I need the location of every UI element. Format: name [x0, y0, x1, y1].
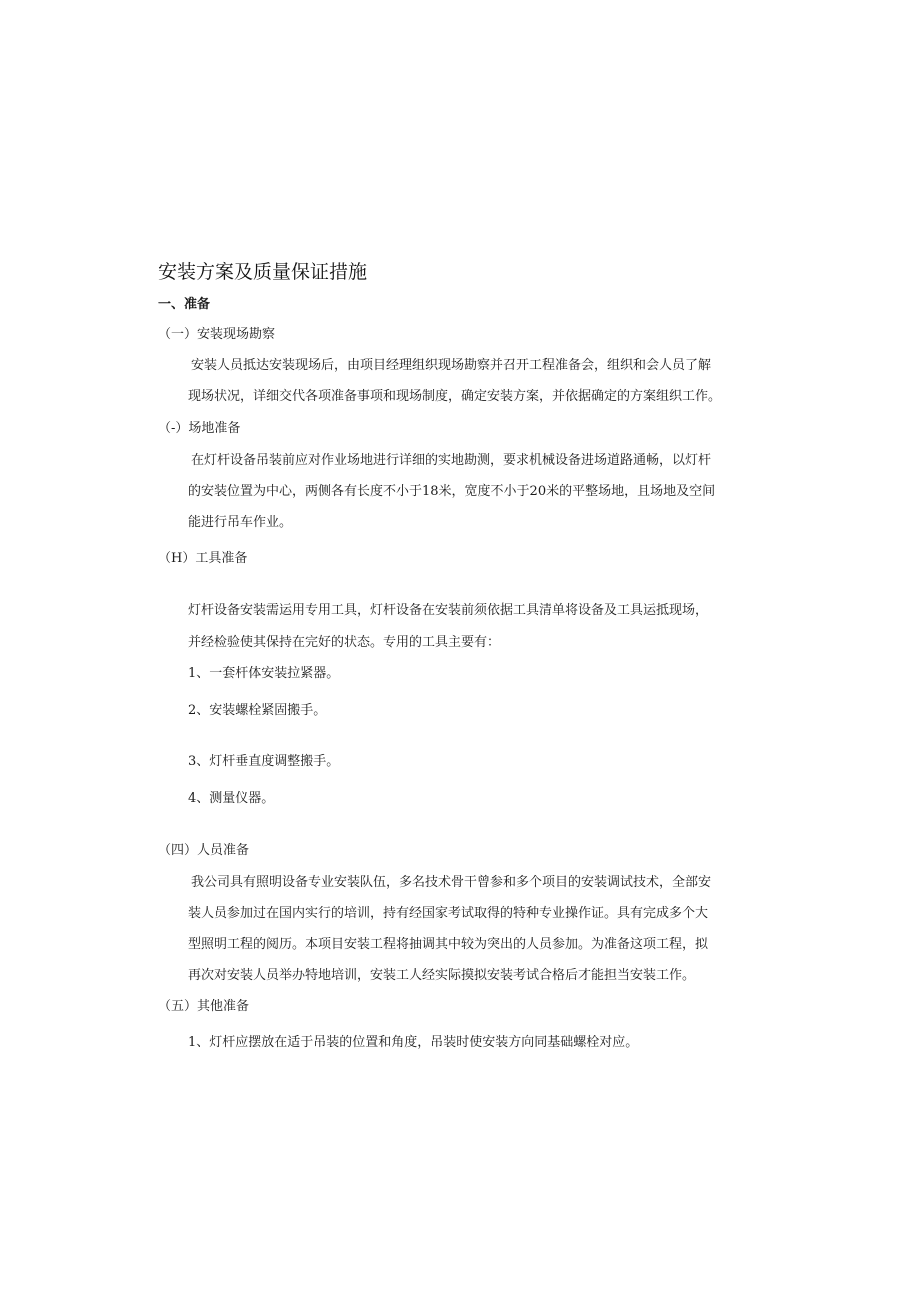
paragraph-line: 我公司具有照明设备专业安装队伍，多名技术骨干曾参和多个项目的安装调试技术，全部安: [191, 875, 712, 890]
list-item: 3、灯杆垂直度调整搬手。: [188, 754, 340, 769]
list-item: 1、灯杆应摆放在适于吊装的位置和角度，吊装时使安装方向同基础螺栓对应。: [188, 1035, 639, 1050]
subsection-heading-site-survey: （一）安装现场勘察: [158, 327, 276, 342]
paragraph-line: 灯杆设备安装需运用专用工具，灯杆设备在安装前须依据工具清单将设备及工具运抵现场，: [188, 603, 709, 618]
paragraph-line: 安装人员抵达安装现场后，由项目经理组织现场勘察并召开工程准备会，组织和会人员了解: [191, 358, 712, 373]
document-title: 安装方案及质量保证措施: [158, 261, 368, 283]
paragraph-line: 型照明工程的阅历。本项目安装工程将抽调其中较为突出的人员参加。为准备这项工程，拟: [188, 937, 709, 952]
list-item: 2、安装螺栓紧固搬手。: [188, 703, 327, 718]
subsection-heading-staff-prep: （四）人员准备: [158, 843, 250, 858]
list-item: 1、一套杆体安装拉紧器。: [188, 666, 340, 681]
subsection-heading-site-prep: （-）场地准备: [158, 421, 241, 436]
paragraph-line: 装人员参加过在国内实行的培训，持有经国家考试取得的特种专业操作证。具有完成多个大: [188, 906, 709, 921]
paragraph-line: 并经检验使其保持在完好的状态。专用的工具主要有：: [188, 635, 501, 650]
subsection-heading-other-prep: （五）其他准备: [158, 999, 250, 1014]
paragraph-line: 能进行吊车作业。: [188, 515, 293, 530]
subsection-heading-tool-prep: （H）工具准备: [158, 551, 248, 566]
list-item: 4、测量仪器。: [188, 791, 275, 806]
paragraph-line: 的安装位置为中心，两侧各有长度不小于18米，宽度不小于20米的平整场地，且场地及空间: [188, 484, 716, 499]
paragraph-line: 再次对安装人员举办特地培训，安装工人经实际摸拟安装考试合格后才能担当安装工作。: [188, 968, 696, 983]
paragraph-line: 现场状况，详细交代各项准备事项和现场制度，确定安装方案，并依据确定的方案组织工作。: [188, 389, 722, 404]
paragraph-line: 在灯杆设备吊装前应对作业场地进行详细的实地勘测，要求机械设备进场道路通畅，以灯杆: [191, 453, 712, 468]
section-heading-preparation: 一、准备: [158, 297, 211, 312]
